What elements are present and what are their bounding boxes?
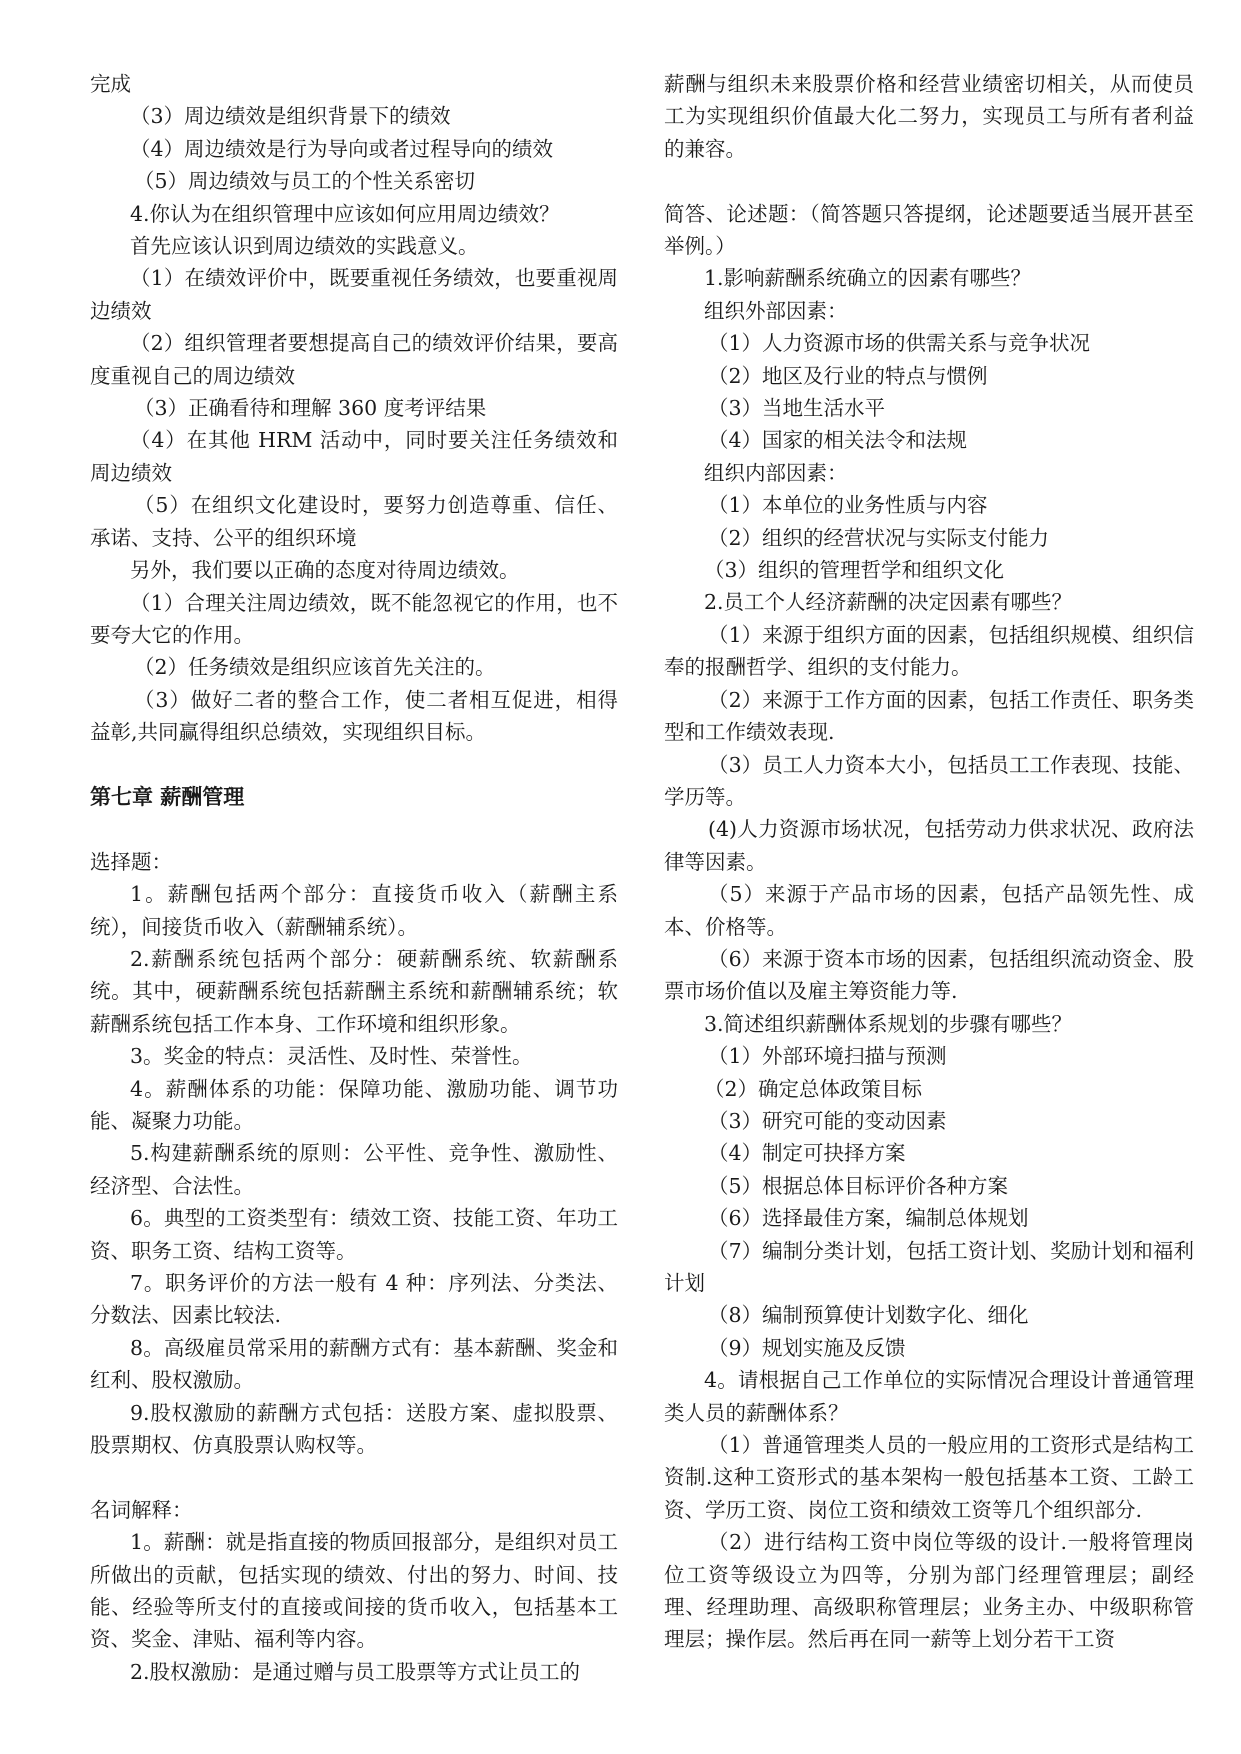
text-line: （2）任务绩效是组织应该首先关注的。 xyxy=(134,655,496,680)
text-line: 组织外部因素： xyxy=(704,298,848,323)
text-line: 名词解释： xyxy=(90,1497,193,1522)
text-line: （4）周边绩效是行为导向或者过程导向的绩效 xyxy=(130,136,554,161)
text-line: 1。薪酬：就是指直接的物质回报部分，是组织对员工所做出的贡献，包括实现的绩效、付出的努力、时间、技能、经验等所支付的直接或间接的货币收入，包括基本工资、奖金、津贴、福利等内容。 xyxy=(90,1530,618,1652)
text-line: 7。职务评价的方法一般有 4 种：序列法、分类法、分数法、因素比较法. xyxy=(90,1271,618,1328)
text-line: 9.股权激励的薪酬方式包括：送股方案、虚拟股票、股票期权、仿真股票认购权等。 xyxy=(90,1400,618,1458)
text-line: （1）在绩效评价中，既要重视任务绩效，也要重视周边绩效 xyxy=(90,266,618,323)
text-line: （1）来源于组织方面的因素，包括组织规模、组织信奉的报酬哲学、组织的支付能力。 xyxy=(664,622,1194,680)
text-line: 2.薪酬系统包括两个部分：硬薪酬系统、软薪酬系统。其中，硬薪酬系统包括薪酬主系统和薪酬辅系统；软薪酬系统包括工作本身、工作环境和组织形象。 xyxy=(90,946,618,1036)
paragraph-spacer xyxy=(90,1461,618,1493)
paragraph-spacer xyxy=(90,749,618,781)
text-line: 另外，我们要以正确的态度对待周边绩效。 xyxy=(130,558,520,583)
text-line: (4)人力资源市场状况，包括劳动力供求状况、政府法律等因素。 xyxy=(664,817,1194,874)
text-line: （4）制定可抉择方案 xyxy=(708,1141,906,1166)
text-line: 5.构建薪酬系统的原则：公平性、竞争性、激励性、经济型、合法性。 xyxy=(90,1141,618,1198)
text-line: 薪酬与组织未来股票价格和经营业绩密切相关，从而使员工为实现组织价值最大化二努力，实现员工与所有者利益的兼容。 xyxy=(664,72,1194,161)
text-line: （4）在其他 HRM 活动中，同时要关注任务绩效和周边绩效 xyxy=(90,428,618,485)
text-line: （3）员工人力资本大小，包括员工工作表现、技能、学历等。 xyxy=(664,752,1194,809)
text-line: （3）组织的管理哲学和组织文化 xyxy=(704,558,1005,583)
text-line: 首先应该认识到周边绩效的实践意义。 xyxy=(130,234,479,259)
right-column xyxy=(664,68,1194,1656)
text-line: （3）研究可能的变动因素 xyxy=(708,1108,947,1133)
text-line: 4.你认为在组织管理中应该如何应用周边绩效？ xyxy=(130,201,560,226)
text-line: （3）正确看待和理解 360 度考评结果 xyxy=(134,396,487,421)
text-line: 选择题： xyxy=(90,849,172,874)
text-line: （6）选择最佳方案，编制总体规划 xyxy=(708,1206,1029,1231)
text-line: 3.简述组织薪酬体系规划的步骤有哪些？ xyxy=(704,1011,1073,1036)
text-line: （2）组织的经营状况与实际支付能力 xyxy=(708,525,1050,550)
paragraph-spacer xyxy=(664,165,1194,197)
text-line: （1）外部环境扫描与预测 xyxy=(708,1044,947,1069)
text-line: （4）国家的相关法令和法规 xyxy=(708,428,968,453)
text-line: 1。薪酬包括两个部分：直接货币收入（薪酬主系统），间接货币收入（薪酬辅系统）。 xyxy=(90,882,618,939)
text-line: （9）规划实施及反馈 xyxy=(708,1335,906,1360)
text-line: 2.股权激励：是通过赠与员工股票等方式让员工的 xyxy=(130,1659,581,1684)
text-line: （5）在组织文化建设时，要努力创造尊重、信任、承诺、支持、公平的组织环境 xyxy=(90,493,618,550)
text-line: 6。典型的工资类型有：绩效工资、技能工资、年功工资、职务工资、结构工资等。 xyxy=(90,1206,618,1263)
text-line: 3。奖金的特点：灵活性、及时性、荣誉性。 xyxy=(130,1044,533,1069)
text-line: （2）确定总体政策目标 xyxy=(704,1076,923,1101)
text-line: 4。请根据自己工作单位的实际情况合理设计普通管理类人员的薪酬体系？ xyxy=(664,1368,1194,1425)
text-line: （7）编制分类计划，包括工资计划、奖励计划和福利计划 xyxy=(664,1238,1194,1296)
text-line: （3）做好二者的整合工作，使二者相互促进，相得益彰,共同赢得组织总绩效，实现组织目标。 xyxy=(90,687,618,745)
text-line: 4。薪酬体系的功能：保障功能、激励功能、调节功能、凝聚力功能。 xyxy=(90,1076,618,1133)
text-line: （1）普通管理类人员的一般应用的工资形式是结构工资制.这种工资形式的基本架构一般包括基本工资、工龄工资、学历工资、岗位工资和绩效工资等几个组织部分. xyxy=(664,1433,1194,1522)
left-column xyxy=(90,68,618,1688)
paragraph-spacer xyxy=(90,813,618,845)
chapter-title: 第七章 薪酬管理 xyxy=(90,784,245,809)
text-line: 组织内部因素： xyxy=(704,460,848,485)
text-line: 完成 xyxy=(90,72,131,96)
text-line: （1）人力资源市场的供需关系与竞争状况 xyxy=(708,331,1091,356)
text-line: 2.员工个人经济薪酬的决定因素有哪些？ xyxy=(704,590,1073,615)
text-line: （3）周边绩效是组织背景下的绩效 xyxy=(130,104,451,129)
text-line: （1）合理关注周边绩效，既不能忽视它的作用，也不要夸大它的作用。 xyxy=(90,590,618,647)
section-heading: 简答、论述题：（简答题只答提纲，论述题要适当展开甚至举例。） xyxy=(664,201,1194,259)
text-line: （6）来源于资本市场的因素，包括组织流动资金、股票市场价值以及雇主筹资能力等. xyxy=(664,946,1194,1004)
text-line: （2）组织管理者要想提高自己的绩效评价结果，要高度重视自己的周边绩效 xyxy=(90,331,618,388)
text-line: （2）进行结构工资中岗位等级的设计.一般将管理岗位工资等级设立为四等，分别为部门经理管理层；副经理、经理助理、高级职称管理层；业务主办、中级职称管理层；操作层。然后再在同一薪等上划分若干工资 xyxy=(664,1530,1194,1652)
text-line: 1.影响薪酬系统确立的因素有哪些？ xyxy=(704,266,1032,291)
text-line: （2）地区及行业的特点与惯例 xyxy=(708,363,988,388)
text-line: （1）本单位的业务性质与内容 xyxy=(708,493,988,518)
text-line: （5）来源于产品市场的因素，包括产品领先性、成本、价格等。 xyxy=(664,882,1194,939)
text-line: （2）来源于工作方面的因素，包括工作责任、职务类型和工作绩效表现. xyxy=(664,687,1194,745)
text-line: （8）编制预算使计划数字化、细化 xyxy=(708,1303,1029,1328)
text-line: （5）根据总体目标评价各种方案 xyxy=(708,1173,1009,1198)
text-line: （5）周边绩效与员工的个性关系密切 xyxy=(134,169,476,194)
text-line: （3）当地生活水平 xyxy=(708,396,886,421)
text-line: 8。高级雇员常采用的薪酬方式有：基本薪酬、奖金和红利、股权激励。 xyxy=(90,1335,618,1393)
